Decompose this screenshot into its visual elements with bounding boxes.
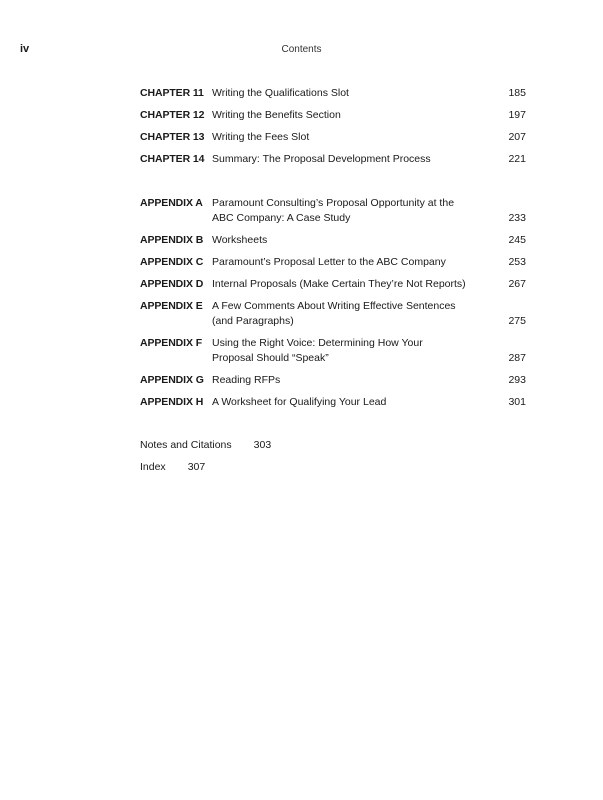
- toc-entry-title: Writing the Benefits Section: [212, 109, 341, 121]
- toc-entry-label: APPENDIX A: [140, 197, 203, 209]
- toc-entry-label: CHAPTER 13: [140, 131, 205, 143]
- toc-entry-label: APPENDIX B: [140, 234, 204, 246]
- toc-entry-page: 233: [508, 212, 526, 224]
- toc-entry-label: CHAPTER 12: [140, 109, 205, 121]
- toc-entry-appendix-f[interactable]: [140, 336, 526, 366]
- toc-entry-page: 301: [508, 396, 526, 408]
- toc-entry-title: Using the Right Voice: Determining How Your Proposal Should “Speak”: [212, 337, 423, 364]
- toc-entry-title: Worksheets: [212, 234, 268, 246]
- toc-entry-chapter-14[interactable]: [140, 152, 526, 167]
- toc-entry-page: 303: [253, 439, 272, 451]
- toc-entry-notes[interactable]: [140, 438, 526, 453]
- toc-entry-page: 293: [508, 374, 526, 386]
- toc-entry-index[interactable]: [140, 460, 526, 475]
- toc-entry-label: APPENDIX G: [140, 374, 204, 386]
- toc-entry-page: 207: [508, 131, 526, 143]
- toc-entry-label: APPENDIX C: [140, 256, 204, 268]
- toc-entry-page: 307: [187, 461, 206, 473]
- toc-entry-label: APPENDIX E: [140, 300, 203, 312]
- toc-entry-chapter-11[interactable]: [140, 86, 526, 101]
- toc-entry-page: 287: [508, 352, 526, 364]
- toc-entry-title: Internal Proposals (Make Certain They’re Not Reports): [212, 278, 466, 290]
- toc-entry-label: APPENDIX F: [140, 337, 203, 349]
- toc-entry-label: APPENDIX D: [140, 278, 204, 290]
- toc-entry-title: Reading RFPs: [212, 374, 281, 386]
- page-folio: iv: [20, 43, 30, 55]
- table-of-contents: [140, 86, 526, 482]
- toc-entry-title: Writing the Qualifications Slot: [212, 87, 349, 99]
- toc-entry-title: Summary: The Proposal Development Process: [212, 153, 431, 165]
- running-head: Contents: [281, 44, 322, 55]
- toc-entry-title: Paramount Consulting’s Proposal Opportunity at the ABC Company: A Case Study: [212, 197, 455, 224]
- toc-entry-page: 185: [508, 87, 526, 99]
- toc-entry-label: APPENDIX H: [140, 396, 204, 408]
- section-gap: [140, 174, 526, 196]
- toc-entry-appendix-g[interactable]: [140, 373, 526, 388]
- toc-entry-title: Notes and Citations: [140, 439, 232, 451]
- toc-entry-title: Paramount’s Proposal Letter to the ABC Company: [212, 256, 446, 268]
- toc-entry-chapter-13[interactable]: [140, 130, 526, 145]
- toc-entry-title: A Few Comments About Writing Effective Sentences (and Paragraphs): [212, 300, 456, 327]
- toc-entry-title: Writing the Fees Slot: [212, 131, 310, 143]
- toc-entry-appendix-e[interactable]: [140, 299, 526, 329]
- toc-entry-page: 253: [508, 256, 526, 268]
- toc-entry-appendix-b[interactable]: [140, 233, 526, 248]
- toc-entry-title: Index: [140, 461, 166, 473]
- toc-entry-page: 221: [508, 153, 526, 165]
- toc-entry-appendix-c[interactable]: [140, 255, 526, 270]
- toc-entry-chapter-12[interactable]: [140, 108, 526, 123]
- toc-entry-appendix-h[interactable]: [140, 395, 526, 410]
- toc-entry-page: 275: [508, 315, 526, 327]
- section-gap: [140, 417, 526, 438]
- toc-entry-label: CHAPTER 11: [140, 87, 204, 99]
- toc-entry-appendix-a[interactable]: [140, 196, 526, 226]
- toc-entry-page: 267: [508, 278, 526, 290]
- toc-entry-page: 197: [508, 109, 526, 121]
- toc-entry-title: A Worksheet for Qualifying Your Lead: [212, 396, 387, 408]
- toc-entry-appendix-d[interactable]: [140, 277, 526, 292]
- toc-entry-label: CHAPTER 14: [140, 153, 205, 165]
- toc-entry-page: 245: [508, 234, 526, 246]
